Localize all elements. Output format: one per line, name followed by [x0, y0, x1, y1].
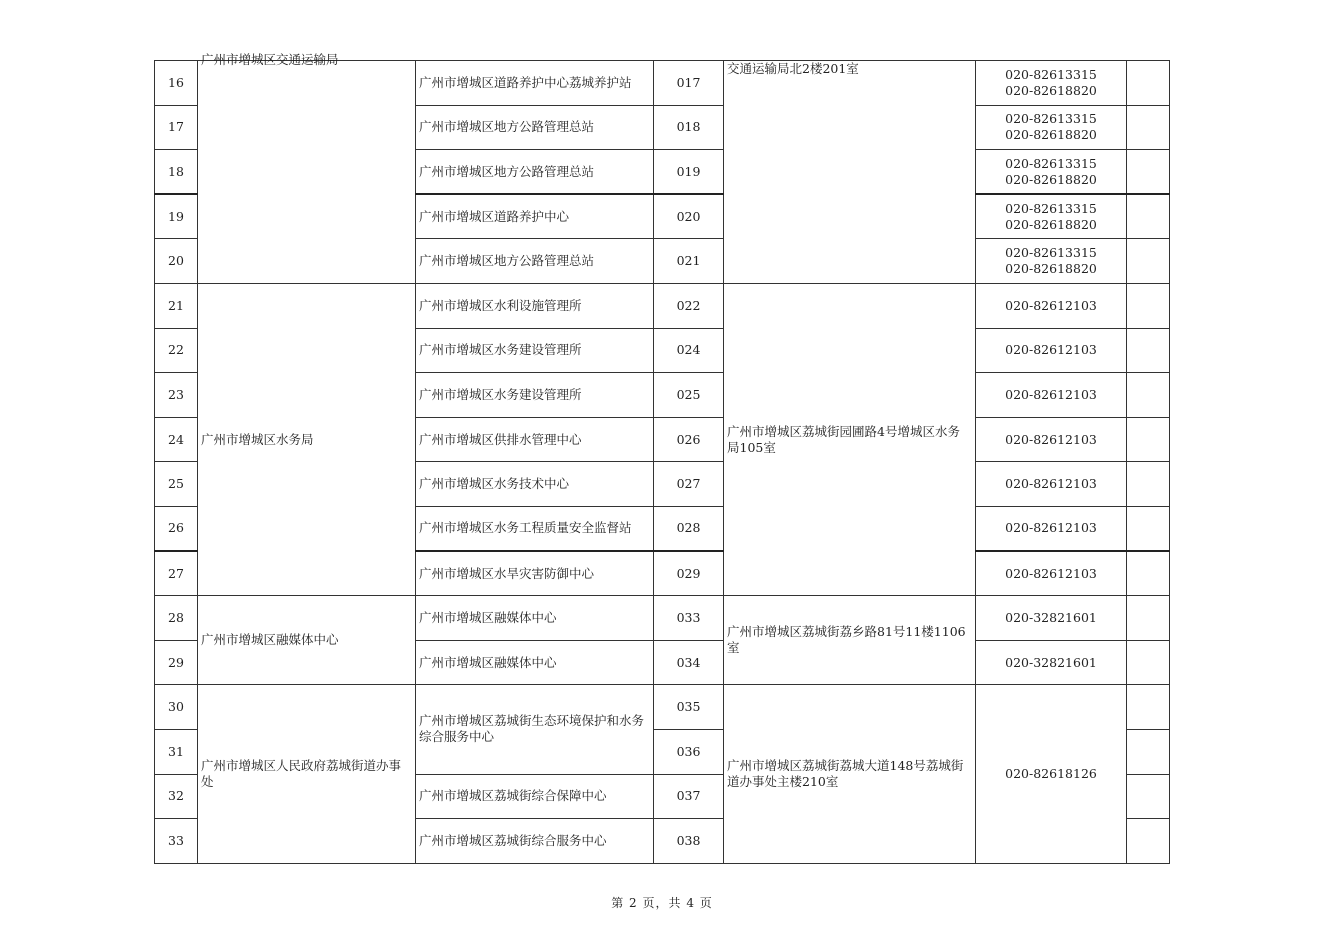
unit-name: 广州市增城区水务建设管理所: [416, 373, 654, 418]
office-directory-table: [154, 52, 1170, 864]
table-row: [155, 596, 1170, 641]
unit-name: 广州市增城区荔城街综合服务中心: [416, 819, 654, 864]
blank-cell: [1127, 819, 1170, 864]
row-number: 32: [155, 774, 198, 819]
row-number: 17: [155, 105, 198, 150]
row-number: 28: [155, 596, 198, 641]
phone-number: 020-82612103: [976, 417, 1127, 462]
department-name: 广州市增城区交通运输局: [201, 52, 339, 67]
unit-code: 022: [654, 283, 724, 328]
row-number: 23: [155, 373, 198, 418]
blank-cell: [1127, 774, 1170, 819]
phone-number: 020-82613315 020-82618820: [976, 194, 1127, 239]
phone-number: 020-82612103: [976, 328, 1127, 373]
blank-cell: [1127, 150, 1170, 195]
blank-cell: [1127, 373, 1170, 418]
row-number: 16: [155, 61, 198, 106]
unit-code: 026: [654, 417, 724, 462]
row-number: 19: [155, 194, 198, 239]
blank-cell: [1127, 640, 1170, 685]
phone-number: 020-32821601: [976, 596, 1127, 641]
row-number: 27: [155, 551, 198, 596]
unit-name: 广州市增城区水务建设管理所: [416, 328, 654, 373]
blank-cell: [1127, 61, 1170, 106]
blank-cell: [1127, 596, 1170, 641]
department-name: 广州市增城区水务局: [198, 283, 416, 595]
phone-number: 020-82612103: [976, 506, 1127, 551]
unit-code: 024: [654, 328, 724, 373]
unit-name: 广州市增城区地方公路管理总站: [416, 239, 654, 284]
blank-cell: [1127, 551, 1170, 596]
unit-code: 020: [654, 194, 724, 239]
blank-cell: [1127, 506, 1170, 551]
row-number: 24: [155, 417, 198, 462]
unit-name: 广州市增城区水务技术中心: [416, 462, 654, 507]
row-number: 20: [155, 239, 198, 284]
unit-code: 019: [654, 150, 724, 195]
unit-name: 广州市增城区荔城街综合保障中心: [416, 774, 654, 819]
phone-number: 020-82618126: [976, 685, 1127, 863]
unit-code: 036: [654, 729, 724, 774]
phone-number: 020-82613315 020-82618820: [976, 105, 1127, 150]
phone-number: 020-82613315 020-82618820: [976, 150, 1127, 195]
phone-number: 020-82612103: [976, 283, 1127, 328]
unit-name: 广州市增城区道路养护中心: [416, 194, 654, 239]
unit-code: 027: [654, 462, 724, 507]
unit-name: 广州市增城区荔城街生态环境保护和水务综合服务中心: [416, 685, 654, 774]
unit-code: 028: [654, 506, 724, 551]
unit-name: 广州市增城区水务工程质量安全监督站: [416, 506, 654, 551]
phone-number: 020-82612103: [976, 462, 1127, 507]
row-number: 30: [155, 685, 198, 730]
office-address: 广州市增城区荔城街园圃路4号增城区水务局105室: [724, 283, 976, 595]
phone-number: 020-82613315 020-82618820: [976, 239, 1127, 284]
phone-number: 020-82612103: [976, 551, 1127, 596]
department-name: 广州市增城区融媒体中心: [198, 596, 416, 685]
row-number: 29: [155, 640, 198, 685]
table-row: [155, 283, 1170, 328]
unit-name: 广州市增城区融媒体中心: [416, 596, 654, 641]
blank-cell: [1127, 283, 1170, 328]
unit-code: 034: [654, 640, 724, 685]
unit-name: 广州市增城区地方公路管理总站: [416, 105, 654, 150]
unit-name: 广州市增城区供排水管理中心: [416, 417, 654, 462]
blank-cell: [1127, 239, 1170, 284]
table-row: [155, 685, 1170, 730]
blank-cell: [1127, 417, 1170, 462]
department-name: 广州市增城区人民政府荔城街道办事处: [198, 685, 416, 863]
unit-name: 广州市增城区道路养护中心荔城养护站: [416, 61, 654, 106]
blank-cell: [1127, 729, 1170, 774]
blank-cell: [1127, 194, 1170, 239]
unit-code: 035: [654, 685, 724, 730]
phone-number: 020-82612103: [976, 373, 1127, 418]
phone-number: 020-32821601: [976, 640, 1127, 685]
row-number: 31: [155, 729, 198, 774]
unit-code: 017: [654, 61, 724, 106]
unit-name: 广州市增城区融媒体中心: [416, 640, 654, 685]
unit-code: 037: [654, 774, 724, 819]
office-address: 广州市增城区荔城街荔乡路81号11楼1106室: [724, 596, 976, 685]
unit-code: 021: [654, 239, 724, 284]
blank-cell: [1127, 328, 1170, 373]
row-number: 33: [155, 819, 198, 864]
unit-name: 广州市增城区水利设施管理所: [416, 283, 654, 328]
blank-cell: [1127, 462, 1170, 507]
unit-code: 029: [654, 551, 724, 596]
department-cell: [198, 52, 416, 284]
row-number: 22: [155, 328, 198, 373]
office-address: 广州市增城区荔城街荔城大道148号荔城街道办事处主楼210室: [724, 685, 976, 863]
blank-cell: [1127, 685, 1170, 730]
table-row: [155, 61, 1170, 106]
unit-code: 025: [654, 373, 724, 418]
row-number: 25: [155, 462, 198, 507]
row-number: 26: [155, 506, 198, 551]
unit-code: 038: [654, 819, 724, 864]
blank-cell: [1127, 105, 1170, 150]
unit-code: 033: [654, 596, 724, 641]
unit-code: 018: [654, 105, 724, 150]
office-address: 交通运输局北2楼201室: [724, 61, 976, 284]
page-number-footer: 第 2 页，共 4 页: [611, 896, 713, 910]
row-number: 18: [155, 150, 198, 195]
unit-name: 广州市增城区水旱灾害防御中心: [416, 551, 654, 596]
phone-number: 020-82613315 020-82618820: [976, 61, 1127, 106]
row-number: 21: [155, 283, 198, 328]
unit-name: 广州市增城区地方公路管理总站: [416, 150, 654, 195]
